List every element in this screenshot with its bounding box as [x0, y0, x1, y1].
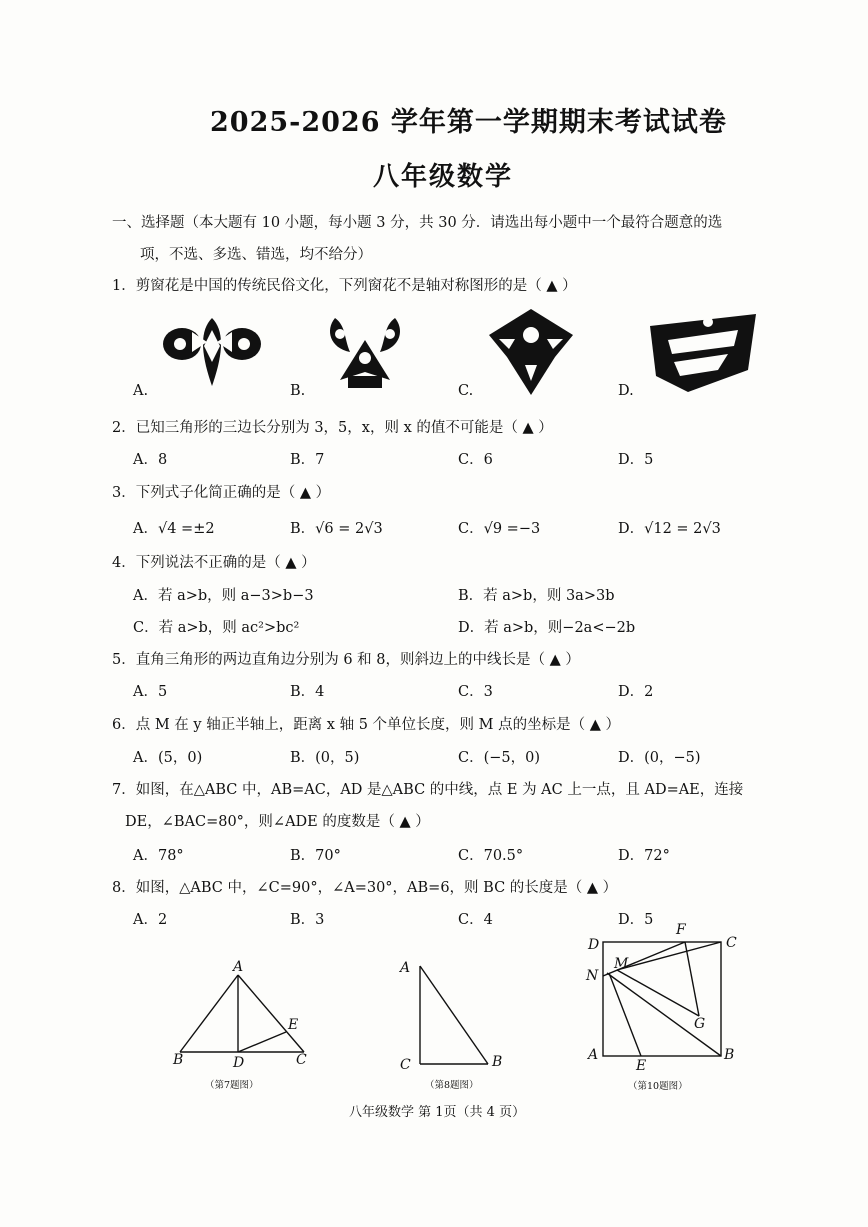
- fig10-label-c: C: [726, 935, 737, 951]
- section-heading-line1: 一、选择题（本大题有 10 小题，每小题 3 分，共 30 分．请选出每小题中一个最符合题意的选: [112, 215, 723, 231]
- question-6-option-c: C．(−5，0): [458, 750, 541, 766]
- question-3-stem: 3．下列式子化简正确的是（ ▲ ）: [112, 485, 331, 501]
- question-2-option-d: D．5: [618, 452, 654, 468]
- question-2-option-a: A．8: [133, 452, 168, 468]
- papercut-b-image: [320, 310, 410, 392]
- question-3-option-b: B．√6 = 2√3: [290, 521, 383, 537]
- question-1-option-d: D.: [618, 383, 634, 399]
- question-6-stem: 6．点 M 在 y 轴正半轴上，距离 x 轴 5 个单位长度，则 M 点的坐标是（ ▲ ）: [112, 717, 620, 733]
- question-2-option-c: C．6: [458, 452, 493, 468]
- fig10-label-d: D: [588, 937, 600, 953]
- fig8-label-a: A: [400, 960, 411, 976]
- question-1-option-a: A.: [133, 383, 149, 399]
- figure-10-diagram: [595, 930, 735, 1065]
- question-7-option-b: B．70°: [290, 848, 341, 864]
- fig10-caption: （第10题图）: [628, 1081, 688, 1092]
- page-footer: 八年级数学 第 1页（共 4 页）: [349, 1105, 526, 1120]
- question-7-option-a: A．78°: [133, 848, 184, 864]
- fig7-caption: （第7题图）: [205, 1080, 259, 1091]
- papercut-c-image: [485, 305, 577, 397]
- papercut-a-image: [162, 312, 262, 388]
- question-7-stem: 7．如图，在△ABC 中，AB=AC，AD 是△ABC 的中线，点 E 为 AC 上一点，且 AD=AE，连接: [112, 782, 744, 798]
- exam-subject: 八年级数学: [373, 162, 514, 192]
- fig7-label-c: C: [296, 1052, 307, 1068]
- question-2-stem: 2．已知三角形的三边长分别为 3，5，x，则 x 的值不可能是（ ▲ ）: [112, 420, 553, 436]
- fig8-label-c: C: [400, 1057, 411, 1073]
- fig10-label-n: N: [586, 968, 599, 984]
- question-1-option-c: C.: [458, 383, 474, 399]
- question-3-option-c: C．√9 =−3: [458, 521, 541, 537]
- question-7-option-c: C．70.5°: [458, 848, 524, 864]
- question-5-option-d: D．2: [618, 684, 654, 700]
- fig10-label-a: A: [588, 1047, 599, 1063]
- question-8-option-b: B．3: [290, 912, 325, 928]
- question-6-option-a: A．(5，0): [133, 750, 203, 766]
- section-heading-line2: 项，不选、多选、错选，均不给分）: [140, 247, 372, 263]
- question-4-option-c: C．若 a>b，则 ac²>bc²: [133, 620, 300, 636]
- question-4-option-b: B．若 a>b，则 3a>3b: [458, 588, 615, 604]
- fig10-label-b: B: [724, 1047, 735, 1063]
- question-3-option-d: D．√12 = 2√3: [618, 521, 721, 537]
- exam-title: 2025-2026 学年第一学期期末考试试卷: [210, 107, 727, 138]
- question-7-stem-line2: DE，∠BAC=80°，则∠ADE 的度数是（ ▲ ）: [125, 814, 430, 830]
- question-5-option-a: A．5: [133, 684, 168, 700]
- fig7-label-a: A: [233, 959, 244, 975]
- question-6-option-d: D．(0，−5): [618, 750, 701, 766]
- fig7-label-d: D: [233, 1055, 245, 1071]
- question-8-stem: 8．如图，△ABC 中，∠C=90°，∠A=30°，AB=6，则 BC 的长度是（ ▲ ）: [112, 880, 618, 896]
- figure-7-diagram: [170, 960, 320, 1060]
- question-1-option-b: B.: [290, 383, 306, 399]
- question-2-option-b: B．7: [290, 452, 325, 468]
- question-8-option-a: A．2: [133, 912, 168, 928]
- fig10-label-m: M: [614, 956, 629, 972]
- question-8-option-c: C．4: [458, 912, 493, 928]
- question-4-stem: 4．下列说法不正确的是（ ▲ ）: [112, 555, 316, 571]
- question-4-option-a: A．若 a>b，则 a−3>b−3: [133, 588, 314, 604]
- fig8-caption: （第8题图）: [425, 1080, 479, 1091]
- fig10-label-g: G: [694, 1016, 706, 1032]
- question-1-stem: 1．剪窗花是中国的传统民俗文化，下列窗花不是轴对称图形的是（ ▲ ）: [112, 278, 577, 294]
- question-5-option-b: B．4: [290, 684, 325, 700]
- fig10-label-e: E: [636, 1058, 647, 1074]
- question-4-option-d: D．若 a>b，则−2a<−2b: [458, 620, 636, 636]
- question-5-option-c: C．3: [458, 684, 493, 700]
- fig8-label-b: B: [492, 1054, 503, 1070]
- papercut-d-image: [648, 310, 758, 394]
- question-7-option-d: D．72°: [618, 848, 670, 864]
- fig7-label-b: B: [173, 1052, 184, 1068]
- fig7-label-e: E: [288, 1017, 299, 1033]
- question-5-stem: 5．直角三角形的两边直角边分别为 6 和 8，则斜边上的中线长是（ ▲ ）: [112, 652, 580, 668]
- question-3-option-a: A．√4 =±2: [133, 521, 215, 537]
- fig10-label-f: F: [676, 922, 686, 938]
- question-6-option-b: B．(0，5): [290, 750, 360, 766]
- question-8-option-d: D．5: [618, 912, 654, 928]
